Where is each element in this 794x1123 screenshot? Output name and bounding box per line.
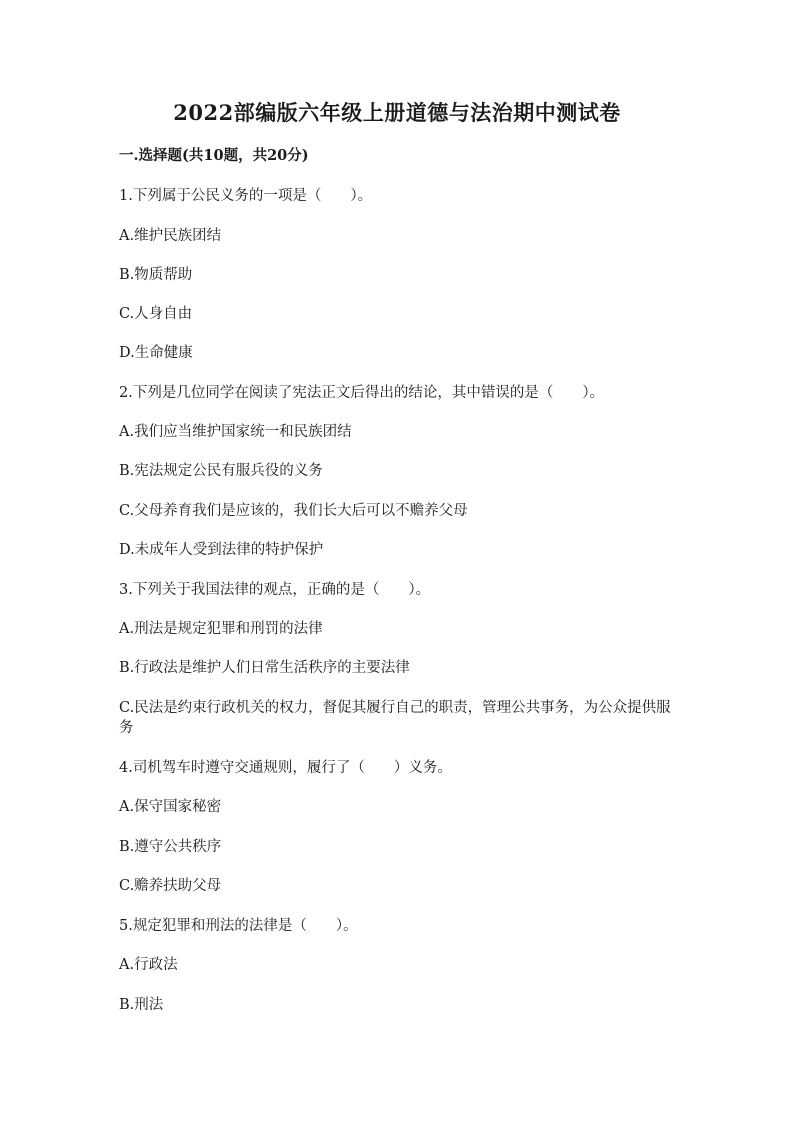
answer-option: D.生命健康 [119, 345, 193, 361]
question-stem: 5.规定犯罪和刑法的法律是（ ）。 [119, 918, 358, 934]
answer-option: B.宪法规定公民有服兵役的义务 [119, 463, 323, 479]
section-heading: 一.选择题(共10题，共20分) [119, 147, 309, 164]
question-stem: 4.司机驾车时遵守交通规则，履行了（ ）义务。 [119, 760, 452, 776]
answer-option: B.行政法是维护人们日常生活秩序的主要法律 [119, 660, 410, 676]
page-title: 2022部编版六年级上册道德与法治期中测试卷 [173, 100, 621, 125]
answer-option: C.人身自由 [119, 306, 193, 322]
answer-option: B.刑法 [119, 997, 164, 1013]
answer-option: C.赡养扶助父母 [119, 878, 222, 894]
answer-option: A.我们应当维护国家统一和民族团结 [119, 424, 352, 440]
answer-option: D.未成年人受到法律的特护保护 [119, 542, 324, 558]
answer-option: A.行政法 [119, 957, 178, 973]
answer-option: A.维护民族团结 [119, 228, 222, 244]
answer-option: A.保守国家秘密 [119, 799, 222, 815]
answer-option: C.父母养育我们是应该的，我们长大后可以不赡养父母 [119, 503, 468, 519]
question-stem: 3.下列关于我国法律的观点，正确的是（ ）。 [119, 582, 431, 598]
answer-option: A.刑法是规定犯罪和刑罚的法律 [119, 621, 323, 637]
answer-option: C.民法是约束行政机关的权力，督促其履行自己的职责，管理公共事务，为公众提供服务 [119, 700, 671, 736]
question-stem: 2.下列是几位同学在阅读了宪法正文后得出的结论，其中错误的是（ ）。 [119, 385, 605, 401]
answer-option: B.遵守公共秩序 [119, 839, 222, 855]
question-stem: 1.下列属于公民义务的一项是（ ）。 [119, 188, 373, 204]
answer-option: B.物质帮助 [119, 267, 193, 283]
